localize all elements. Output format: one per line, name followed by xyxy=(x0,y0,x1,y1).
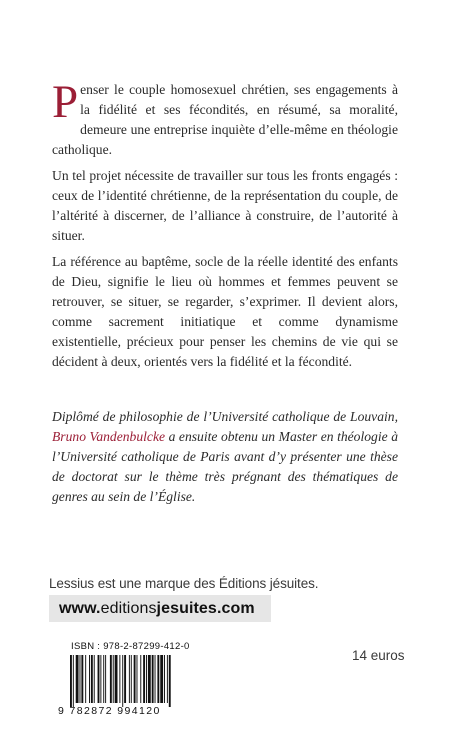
bio-text-end: a ensuite obtenu un Master en théologie à l’Université catholique de Paris avant d’y présenter une thèse de doctorat sur le thème très prégnant des thématiques de genres au sein de l’Église. xyxy=(52,429,399,504)
barcode-image xyxy=(68,655,196,707)
barcode-bar xyxy=(100,655,101,703)
barcode-bar xyxy=(70,655,72,707)
barcode-bar xyxy=(152,655,154,703)
barcode-bar xyxy=(103,655,104,703)
barcode-bar xyxy=(160,655,163,703)
barcode-bar xyxy=(89,655,90,703)
barcode-bar xyxy=(98,655,100,703)
barcode-bar xyxy=(164,655,165,703)
barcode-bar xyxy=(155,655,156,703)
barcode-bar xyxy=(113,655,114,703)
publisher-note: Lessius est une marque des Éditions jésuites. xyxy=(49,576,319,591)
author-name: Bruno Vandenbulcke xyxy=(52,429,166,444)
barcode-bar xyxy=(169,655,171,707)
barcode-bar xyxy=(76,655,79,703)
barcode-bar xyxy=(167,655,168,703)
barcode-bar xyxy=(131,655,132,703)
publisher-url[interactable] xyxy=(59,599,255,618)
barcode-bar xyxy=(122,655,123,707)
url-prefix: www. xyxy=(59,600,101,617)
barcode-bar xyxy=(148,655,151,703)
description-paragraph-1 xyxy=(52,76,398,160)
barcode-bar xyxy=(134,655,136,703)
publisher-url-box[interactable] xyxy=(49,595,271,622)
paragraph-1-text: enser le couple homosexuel chrétien, ses engagements à la fidélité et ses fécondités, en résumé, sa moralité, demeure une entreprise inquiète d’elle-même en théologie catholique. xyxy=(52,82,398,157)
barcode-bar xyxy=(91,655,93,703)
barcode-bar xyxy=(124,655,126,703)
barcode-bar xyxy=(143,655,145,703)
description-paragraph-2: Un tel projet nécessite de travailler sur tous les fronts engagés : ceux de l’identité chrétienne, de la représentation du couple, de l’altérité à discerner, de l’alliance à construire, de l’autorité à situer. xyxy=(52,168,398,243)
barcode-bar xyxy=(146,655,147,703)
barcode-bar xyxy=(80,655,81,703)
isbn-label: ISBN : 978-2-87299-412-0 xyxy=(71,641,190,652)
barcode-bar xyxy=(140,655,141,703)
url-middle: editions xyxy=(100,600,157,617)
barcode-bar xyxy=(119,655,120,703)
barcode-bar xyxy=(105,655,106,703)
author-bio xyxy=(52,407,398,507)
barcode-bar xyxy=(110,655,112,703)
barcode-bar xyxy=(157,655,159,703)
barcode-bar xyxy=(73,655,74,707)
bio-text-start: Diplômé de philosophie de l’Université catholique de Louvain, xyxy=(52,409,398,424)
url-bold-part: jesuites xyxy=(156,600,217,617)
barcode-bar xyxy=(137,655,138,703)
price-label: 14 euros xyxy=(352,648,405,663)
barcode-bar xyxy=(129,655,130,703)
barcode-bar xyxy=(85,655,86,703)
barcode-bar xyxy=(81,655,83,703)
drop-cap: P xyxy=(52,76,79,128)
barcode-bar xyxy=(115,655,118,703)
description-paragraph-3: La référence au baptême, socle de la réelle identité des enfants de Dieu, signifie le lieu où hommes et femmes peuvent se retrouver, se situer, se regarder, s’exprimer. Il devient alors, comme sacrement initiatique et comme dynamisme existentielle, précieux pour penser les chemins de vie qui se décident à deux, orientés vers la fidélité et la fécondité. xyxy=(52,254,398,369)
barcode-bar xyxy=(94,655,95,703)
url-suffix: .com xyxy=(216,600,255,617)
barcode-digits: 9 782872 994120 xyxy=(58,705,161,717)
